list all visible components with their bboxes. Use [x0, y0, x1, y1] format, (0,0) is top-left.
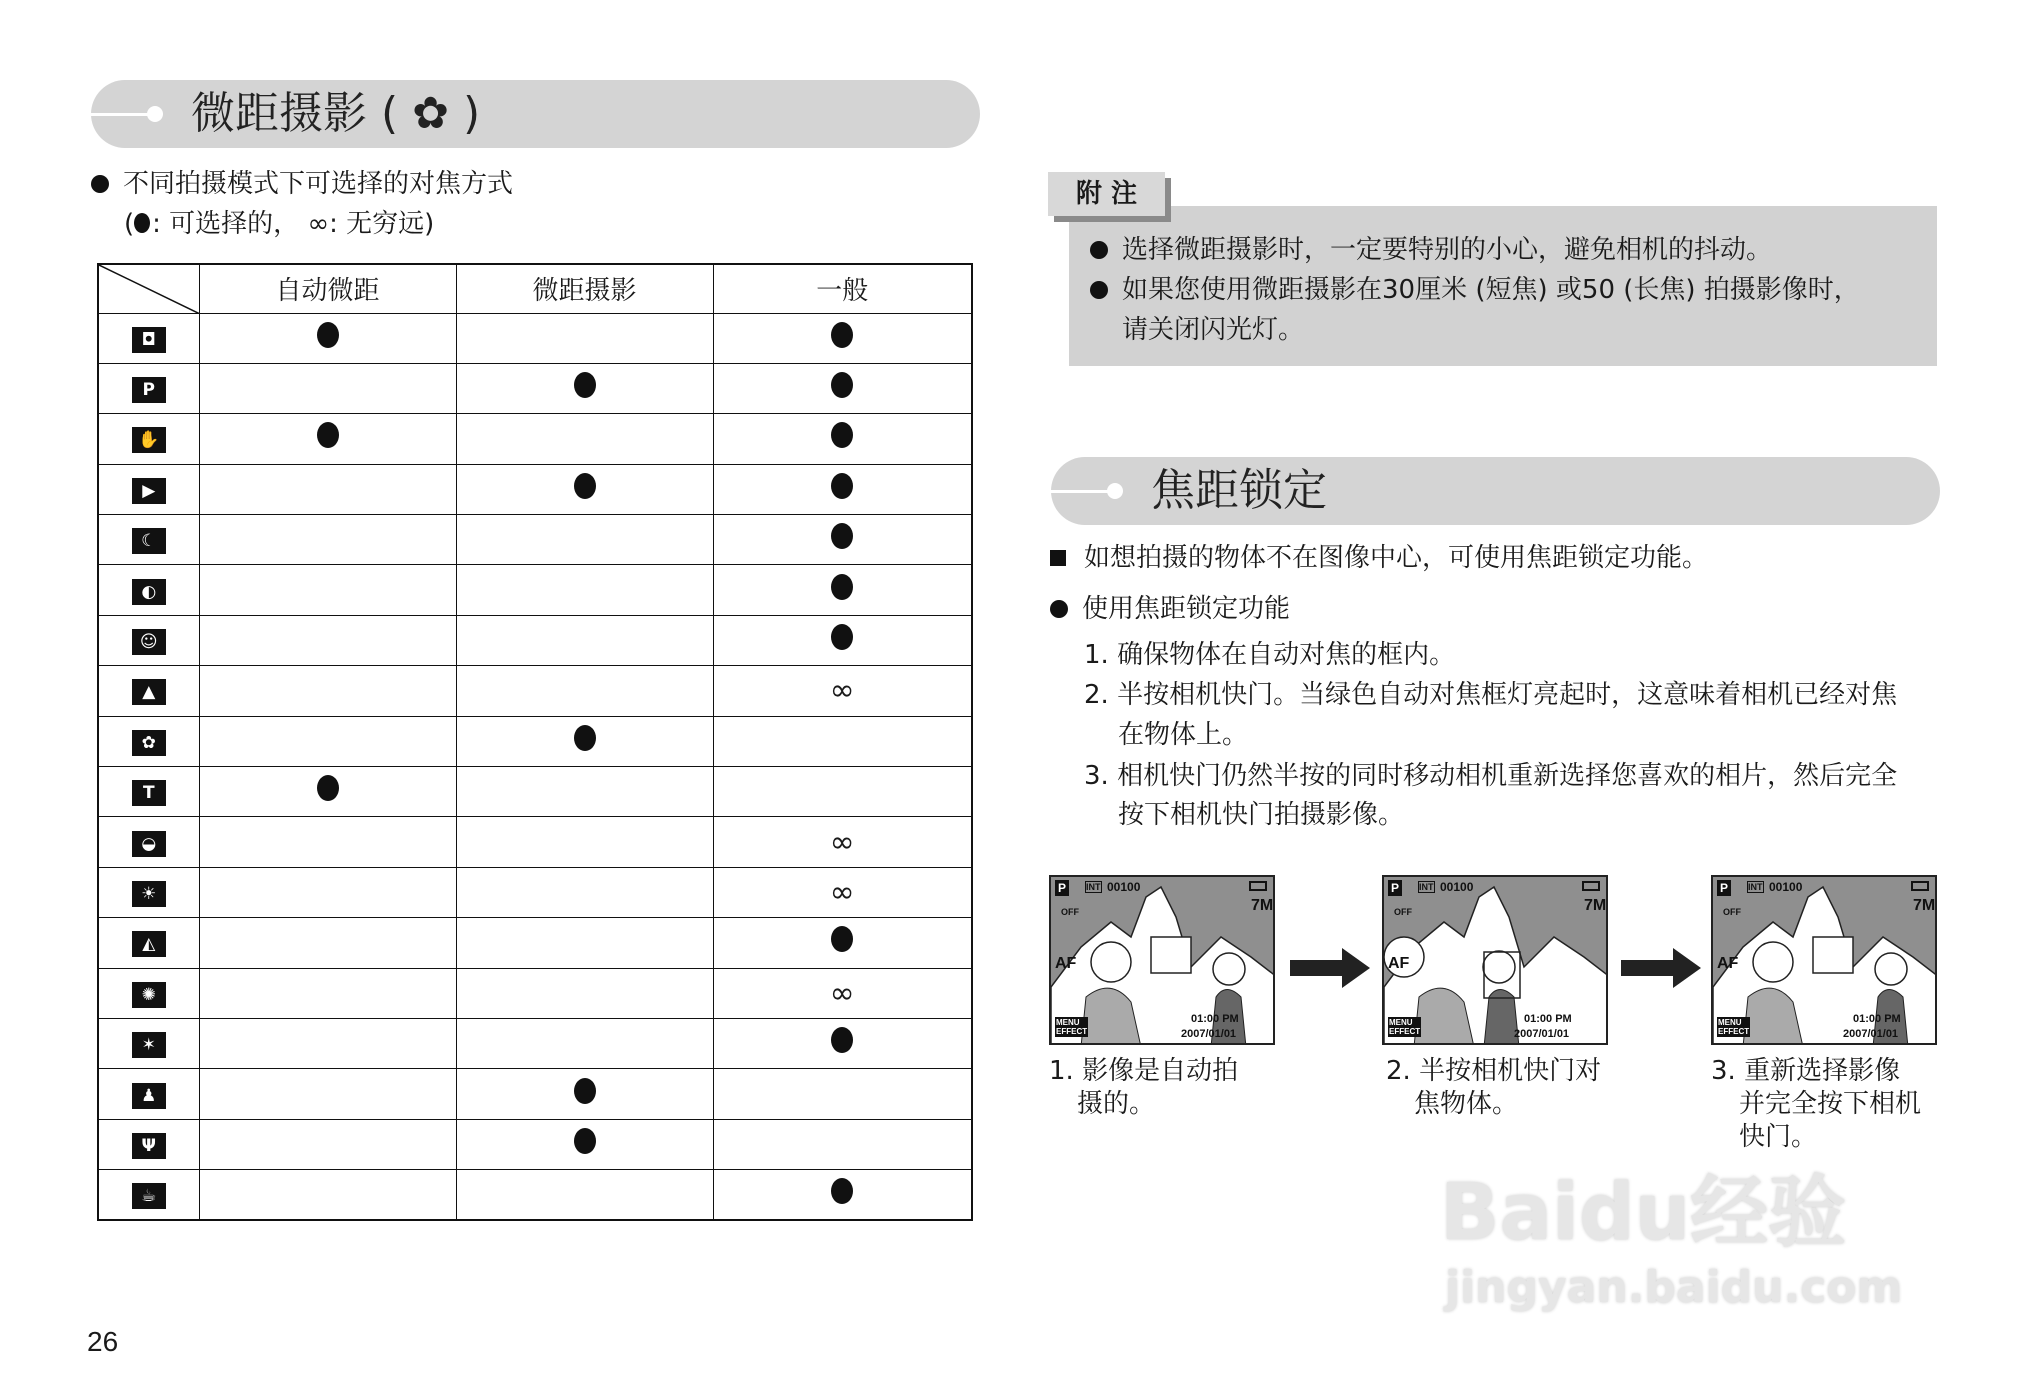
children-icon: ☺ [132, 629, 166, 655]
mode-cell [98, 464, 199, 514]
infinity-mark: ∞ [829, 975, 855, 1011]
time-display: 01:00 PM [1853, 1013, 1901, 1025]
shot-count: 00100 [1440, 880, 1474, 894]
arrow-right-icon [1621, 948, 1701, 988]
section-header-focus-lock [1051, 457, 1940, 525]
table-cell [199, 1069, 456, 1119]
note-item-continued: 请关闭闪光灯。 [1122, 315, 1305, 345]
table-cell [713, 363, 972, 413]
face-detect-off: OFF [1061, 907, 1079, 917]
table-cell [199, 313, 456, 363]
table-cell [713, 817, 972, 867]
camera-auto-icon: ◘ [132, 327, 166, 353]
battery-icon [1582, 881, 1600, 891]
landscape-icon: ▲ [132, 679, 166, 705]
af-indicator: AF [1388, 955, 1410, 972]
camera-screen-illustration [1711, 875, 1937, 1045]
af-indicator: AF [1717, 955, 1739, 972]
table-row [98, 817, 972, 867]
bullet-icon [1090, 281, 1108, 299]
header-dot-decoration [147, 106, 163, 122]
backlight-icon: ◭ [132, 931, 166, 957]
table-row [98, 666, 972, 716]
focus-lock-subheading: 使用焦距锁定功能 [1050, 593, 1290, 625]
table-row [98, 1018, 972, 1068]
section-title: 焦距锁定 [1151, 465, 1327, 516]
camera-screen-illustration [1049, 875, 1275, 1045]
table-cell [713, 1018, 972, 1068]
memory-indicator: INT [1419, 882, 1434, 892]
movie-icon: ▶ [132, 478, 166, 504]
caption-2: 2. 半按相机快门对 焦物体。 [1386, 1056, 1602, 1119]
mode-cell [98, 565, 199, 615]
table-row [98, 565, 972, 615]
table-cell [456, 363, 713, 413]
square-bullet-icon [1050, 550, 1066, 566]
step-3: 3. 相机快门仍然半按的同时移动相机重新选择您喜欢的相片，然后完全 [1084, 761, 1898, 791]
table-cell [456, 565, 713, 615]
table-cell [456, 1170, 713, 1220]
table-cell [713, 615, 972, 665]
self-shot-icon: ♟ [132, 1083, 166, 1109]
mode-cell [98, 615, 199, 665]
selectable-dot-icon [574, 372, 596, 398]
table-cell [199, 716, 456, 766]
table-cell [456, 464, 713, 514]
infinity-mark: ∞ [829, 824, 855, 860]
table-cell [199, 666, 456, 716]
food-icon: Ψ [132, 1133, 166, 1159]
mode-cell [98, 363, 199, 413]
baidu-watermark-logo: Baidu经验 [1440, 1168, 1847, 1258]
close-up-icon: ✿ [132, 730, 166, 756]
image-size: 7M [1251, 897, 1274, 914]
mode-icon: P [1055, 880, 1069, 896]
program-icon: P [132, 377, 166, 403]
table-row [98, 716, 972, 766]
focus-mode-table [97, 263, 973, 1221]
table-row [98, 918, 972, 968]
table-cell [713, 968, 972, 1018]
dot-legend-icon [134, 213, 150, 233]
table-cell [199, 767, 456, 817]
column-header: 一般 [713, 264, 972, 313]
table-cell [456, 817, 713, 867]
table-cell [713, 1170, 972, 1220]
selectable-dot-icon [831, 523, 853, 549]
menu-button-label: MENU EFFECT [1718, 1018, 1750, 1036]
table-cell [713, 515, 972, 565]
infinity-mark: ∞ [829, 673, 855, 709]
section-header-macro [91, 80, 980, 148]
table-cell [199, 1170, 456, 1220]
mode-icon: P [1388, 880, 1402, 896]
table-row [98, 867, 972, 917]
selectable-dot-icon [317, 422, 339, 448]
table-row [98, 1170, 972, 1220]
cafe-icon: ☕ [132, 1183, 166, 1209]
mode-cell [98, 968, 199, 1018]
menu-button-label: MENU EFFECT [1389, 1018, 1421, 1036]
table-row [98, 615, 972, 665]
table-cell [456, 968, 713, 1018]
bullet-icon [1050, 600, 1068, 618]
table-cell [456, 716, 713, 766]
page-number: 26 [87, 1326, 119, 1357]
table-cell [199, 414, 456, 464]
table-cell [199, 968, 456, 1018]
table-row [98, 515, 972, 565]
intro-line: 不同拍摄模式下可选择的对焦方式 [91, 168, 513, 200]
table-cell [713, 313, 972, 363]
table-cell [199, 817, 456, 867]
selectable-dot-icon [831, 926, 853, 952]
selectable-dot-icon [574, 1078, 596, 1104]
selectable-dot-icon [574, 725, 596, 751]
table-cell [199, 1119, 456, 1169]
caption-1: 1. 影像是自动拍 摄的。 [1049, 1056, 1239, 1119]
table-cell [456, 767, 713, 817]
mode-cell [98, 716, 199, 766]
image-size: 7M [1913, 897, 1936, 914]
macro-flower-icon: ✿ [412, 88, 450, 139]
bullet-icon [91, 175, 109, 193]
selectable-dot-icon [831, 624, 853, 650]
diagonal-corner-cell [98, 264, 199, 313]
table-cell [456, 1069, 713, 1119]
table-cell [199, 565, 456, 615]
infinity-mark: ∞ [829, 874, 855, 910]
header-line-decoration [91, 113, 149, 116]
caption-3: 3. 重新选择影像 并完全按下相机 快门。 [1711, 1056, 1922, 1152]
mode-cell [98, 515, 199, 565]
mode-cell [98, 414, 199, 464]
step-3-continued: 按下相机快门拍摄影像。 [1118, 800, 1405, 830]
table-cell [456, 666, 713, 716]
table-cell [199, 1018, 456, 1068]
section-title: 微距摄影 ( ✿ ) [191, 88, 481, 139]
mode-cell [98, 1018, 199, 1068]
selectable-dot-icon [831, 422, 853, 448]
selectable-dot-icon [831, 574, 853, 600]
af-indicator: AF [1055, 955, 1077, 972]
table-cell [456, 867, 713, 917]
menu-button-label: MENU EFFECT [1056, 1018, 1088, 1036]
column-header: 微距摄影 [456, 264, 713, 313]
table-row [98, 363, 972, 413]
selectable-dot-icon [831, 372, 853, 398]
date-display: 2007/01/01 [1181, 1028, 1237, 1040]
table-cell [713, 867, 972, 917]
table-cell [713, 414, 972, 464]
selectable-dot-icon [317, 775, 339, 801]
table-cell [456, 414, 713, 464]
table-cell [199, 515, 456, 565]
table-row [98, 1119, 972, 1169]
mode-cell [98, 867, 199, 917]
table-cell [199, 867, 456, 917]
camera-screen-illustration [1382, 875, 1608, 1045]
time-display: 01:00 PM [1191, 1013, 1239, 1025]
table-cell [456, 515, 713, 565]
column-header: 自动微距 [199, 264, 456, 313]
memory-indicator: INT [1086, 882, 1101, 892]
table-cell [456, 1018, 713, 1068]
table-cell [456, 918, 713, 968]
selectable-dot-icon [831, 1027, 853, 1053]
table-row [98, 767, 972, 817]
table-row [98, 313, 972, 363]
night-icon: ☾ [132, 528, 166, 554]
legend-line: ( : 可选择的， ∞: 无穷远) [124, 209, 435, 239]
date-display: 2007/01/01 [1843, 1028, 1899, 1040]
shot-count: 00100 [1769, 880, 1803, 894]
selectable-dot-icon [831, 473, 853, 499]
table-cell [199, 464, 456, 514]
time-display: 01:00 PM [1524, 1013, 1572, 1025]
battery-icon [1249, 881, 1267, 891]
selectable-dot-icon [831, 322, 853, 348]
table-cell [713, 565, 972, 615]
table-cell [456, 615, 713, 665]
step-1: 1. 确保物体在自动对焦的框内。 [1084, 640, 1456, 670]
image-size: 7M [1584, 897, 1607, 914]
face-detect-off: OFF [1723, 907, 1741, 917]
text-icon: T [132, 780, 166, 806]
note-item: 如果您使用微距摄影在30厘米 (短焦) 或50 (长焦) 拍摄影像时， [1090, 274, 1860, 306]
header-line-decoration [1051, 490, 1109, 493]
table-cell [456, 1119, 713, 1169]
asr-icon: ✋ [132, 427, 166, 453]
sunset-icon: ◒ [132, 831, 166, 857]
table-cell [713, 666, 972, 716]
memory-indicator: INT [1748, 882, 1763, 892]
battery-icon [1911, 881, 1929, 891]
shot-count: 00100 [1107, 880, 1141, 894]
focus-lock-intro: 如想拍摄的物体不在图像中心，可使用焦距锁定功能。 [1050, 542, 1708, 574]
table-cell [713, 767, 972, 817]
table-cell [713, 918, 972, 968]
step-2-continued: 在物体上。 [1118, 720, 1249, 750]
note-tab: 附 注 [1048, 172, 1165, 216]
mode-cell [98, 1119, 199, 1169]
table-row [98, 464, 972, 514]
date-display: 2007/01/01 [1514, 1028, 1570, 1040]
selectable-dot-icon [317, 322, 339, 348]
mode-cell [98, 918, 199, 968]
dawn-icon: ☀ [132, 881, 166, 907]
table-cell [713, 1069, 972, 1119]
table-cell [713, 716, 972, 766]
step-2: 2. 半按相机快门。当绿色自动对焦框灯亮起时，这意味着相机已经对焦 [1084, 680, 1898, 710]
mode-cell [98, 666, 199, 716]
selectable-dot-icon [831, 1178, 853, 1204]
beach-snow-icon: ✶ [132, 1032, 166, 1058]
mode-cell [98, 1170, 199, 1220]
selectable-dot-icon [574, 473, 596, 499]
table-cell [199, 615, 456, 665]
table-cell [713, 1119, 972, 1169]
selectable-dot-icon [574, 1128, 596, 1154]
table-row [98, 414, 972, 464]
table-row [98, 968, 972, 1018]
table-cell [199, 363, 456, 413]
arrow-right-icon [1290, 948, 1370, 988]
mode-cell [98, 1069, 199, 1119]
fireworks-icon: ✺ [132, 982, 166, 1008]
note-item: 选择微距摄影时，一定要特别的小心，避免相机的抖动。 [1090, 234, 1772, 266]
mode-cell [98, 313, 199, 363]
table-cell [456, 313, 713, 363]
bullet-icon [1090, 241, 1108, 259]
table-row [98, 1069, 972, 1119]
mode-cell [98, 817, 199, 867]
table-header-row [98, 264, 972, 313]
table-cell [713, 464, 972, 514]
baidu-watermark-url: jingyan.baidu.com [1445, 1262, 1903, 1313]
mode-cell [98, 767, 199, 817]
mode-icon: P [1717, 880, 1731, 896]
header-dot-decoration [1107, 483, 1123, 499]
face-detect-off: OFF [1394, 907, 1412, 917]
portrait-icon: ◐ [132, 579, 166, 605]
table-cell [199, 918, 456, 968]
